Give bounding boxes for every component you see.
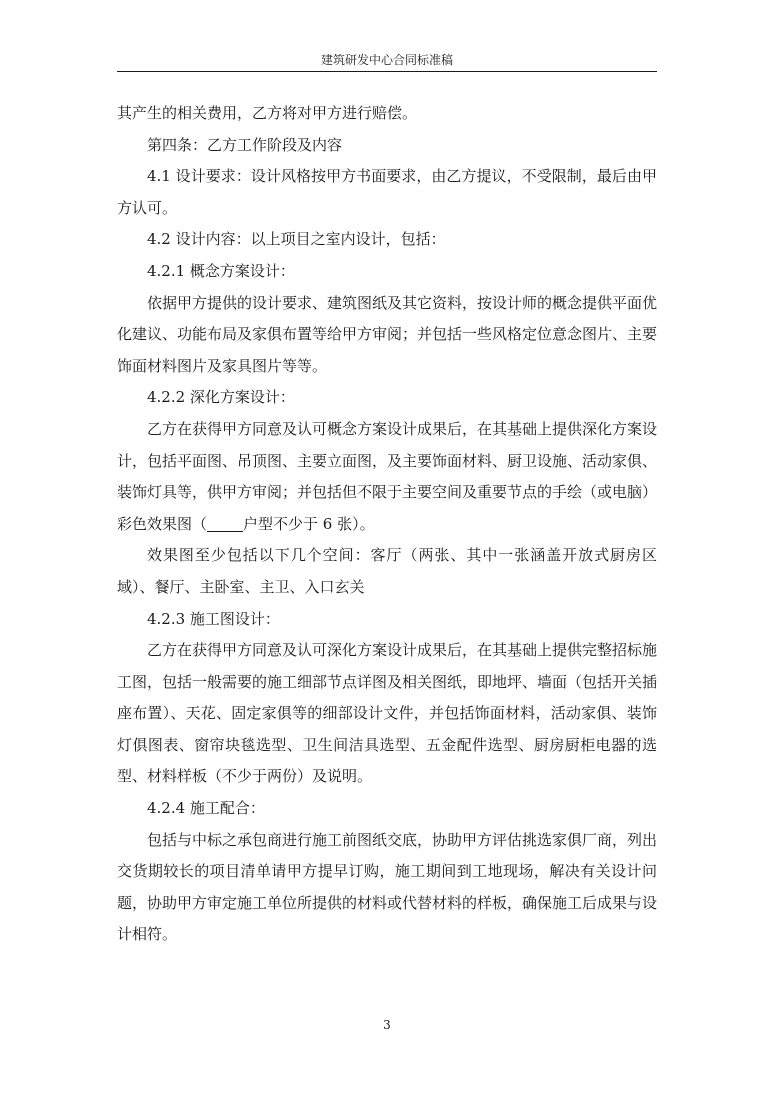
clause-4-2-1-body: 依据甲方提供的设计要求、建筑图纸及其它资料，按设计师的概念提供平面优化建议、功能布局及家俱布置等给甲方审阅；并包括一些风格定位意念图片、主要饰面材料图片及家具图片等等。 — [117, 293, 658, 375]
clause-4-2-3-heading: 4.2.3 施工图设计： — [147, 609, 280, 628]
page-header: 建筑研发中心合同标准稿 — [320, 53, 453, 67]
clause-4-2-2-text-after: 户型不少于 6 张）。 — [243, 514, 375, 533]
paragraph-continuation: 其产生的相关费用，乙方将对甲方进行赔偿。 — [117, 104, 418, 122]
clause-4-2-2-text-before: 乙方在获得甲方同意及认可概念方案设计成果后，在其基础上提供深化方案设计，包括平面图、吊顶图、主要立面图，及主要饰面材料、厨卫设施、活动家俱、装饰灯具等，供甲方审阅；并包括但不限于主要空间及重要节点的手绘（或电脑）彩色效果图（ — [117, 419, 658, 533]
page-number: 3 — [383, 1018, 391, 1032]
clause-4-2-3-body: 乙方在获得甲方同意及认可深化方案设计成果后，在其基础上提供完整招标施工图，包括一般需要的施工细部节点详图及相关图纸，即地坪、墙面（包括开关插座布置）、天花、固定家俱等的细部设计文件，并包括饰面材料，活动家俱、装饰灯俱图表、窗帘块毯选型、卫生间洁具选型、五金配件选型、厨房厨柜电器的选型、材料样板（不少于两份）及说明。 — [117, 641, 658, 786]
clause-4-2-2-heading: 4.2.2 深化方案设计： — [147, 388, 295, 407]
clause-4-2-4-body: 包括与中标之承包商进行施工前图纸交底，协助甲方评估挑选家俱厂商，列出交货期较长的项目清单请甲方提早订购，施工期间到工地现场，解决有关设计问题，协助甲方审定施工单位所提供的材料或代替材料的样板，确保施工后成果与设计相符。 — [117, 830, 658, 944]
clause-4-2: 4.2 设计内容：以上项目之室内设计，包括： — [147, 230, 446, 249]
article-heading: 第四条：乙方工作阶段及内容 — [147, 135, 343, 154]
rendering-spaces-note: 效果图至少包括以下几个空间：客厅（两张、其中一张涵盖开放式厨房区域）、餐厅、主卧室、主卫、入口玄关 — [117, 546, 657, 596]
header-divider — [117, 71, 657, 72]
clause-4-2-4-heading: 4.2.4 施工配合： — [147, 799, 265, 818]
clause-4-2-1-heading: 4.2.1 概念方案设计： — [147, 261, 295, 280]
fill-in-blank[interactable] — [207, 515, 243, 532]
document-body — [117, 98, 657, 951]
clause-4-1: 4.1 设计要求：设计风格按甲方书面要求，由乙方提议，不受限制，最后由甲方认可。 — [117, 167, 657, 217]
clause-4-2-2-body — [117, 414, 657, 540]
